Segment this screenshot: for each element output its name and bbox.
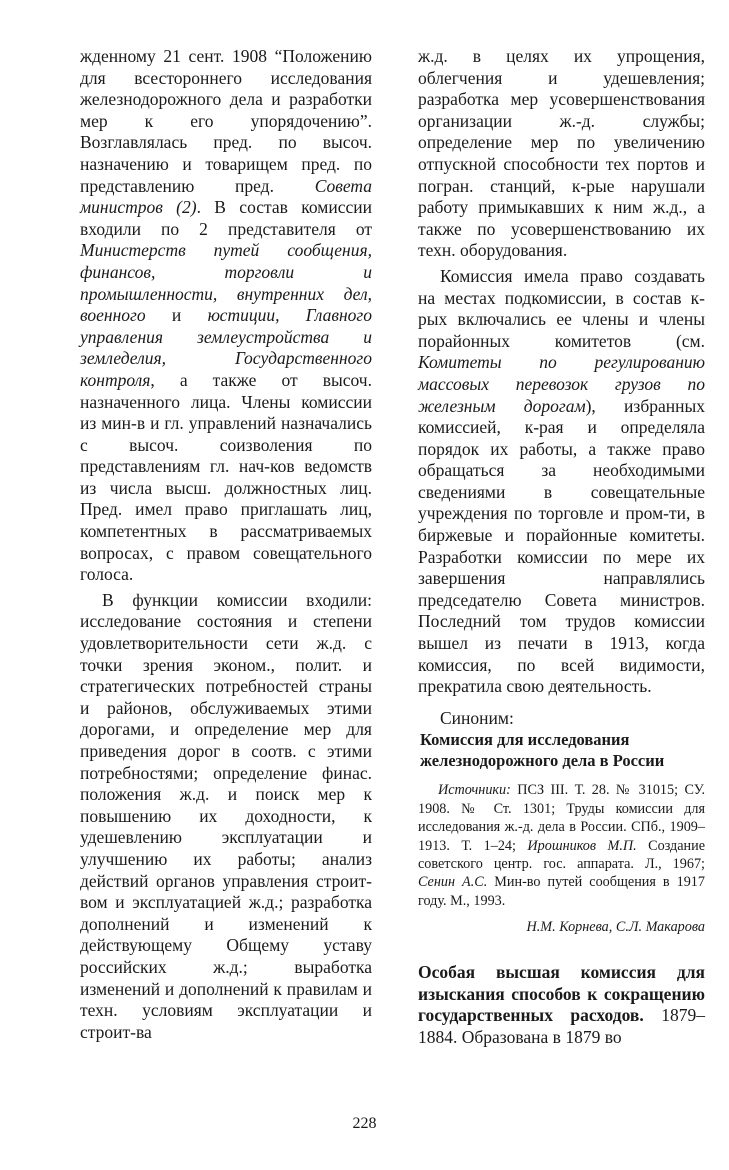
synonym-label: Синоним: — [440, 707, 514, 728]
next-entry-text: 1879–1884. Образована в 1879 во — [418, 1005, 705, 1048]
source-author-iroshnikov: Ирошников М.П. — [527, 837, 637, 854]
paragraph-rights: Комиссия имела право создавать на местах подкомиссии, в состав к-рых включались ее члены и члены порайонных комитетов (см. Комитеты по регулированию массовых перевозок грузов по железным дорогам), избранных комиссией, к-рая и определяла порядок их работы, а также право обращаться за необходимыми сведениями в совещательные учреждения по торговле и пром-ти, в биржевые и порайонные комитеты. Разработки комиссии по мере их завершения направлялись председателю Совета министров. Последний том трудов комиссии вышел из печати в 1913, когда комиссия, по всей видимости, прекратила свою деятельность. — [418, 265, 705, 697]
link-ministries[interactable]: Министерств путей сообщения, финансов, торговли и промышленности, внутренних дел, военного — [80, 240, 372, 326]
next-entry-title: Особая высшая комиссия для изыскания способов к сокращению государственных расходов. — [418, 962, 705, 1026]
sources-label: Источники: — [438, 782, 511, 799]
next-entry — [418, 962, 705, 1048]
link-justice-and-agencies[interactable]: юстиции, Главного управления землеустройства и земледелия, Государственного контроля — [80, 305, 372, 390]
right-column — [418, 46, 705, 1049]
link-committees[interactable]: Комитеты по регулированию массовых перевозок грузов по железным дорогам — [418, 352, 705, 416]
paragraph-composition: жденному 21 сент. 1908 “Положению для всестороннего исследования железнодорожного дела и разработки мер к его упорядочению”. Возглавлялась пред. по высоч. назначению и товарищем пред. по представлению пред. Совета министров (2). В состав комиссии входили по 2 представителя от Министерств путей сообщения, финансов, торговли и промышленности, внутренних дел, военного и юстиции, Главного управления землеустройства и земледелия, Государственного контроля, а также от высоч. назначенного лица. Члены комиссии из мин-в и гл. управлений назначались с высоч. соизволения по представлениям гл. нач-ков ведомств из числа высш. должностных лиц. Пред. имел право приглашать лиц, компетентных в рассматриваемых вопросах, с правом совещательного голоса. — [80, 46, 372, 585]
article-authors: Н.М. Корнева, С.Л. Макарова — [526, 919, 705, 936]
synonym-block — [418, 708, 705, 772]
link-council-of-ministers[interactable]: Совета министров (2) — [80, 175, 372, 218]
paragraph-functions: В функции комиссии входили: исследование состояния и степени удовлетворительности сети ж.д. с точки зрения эконом., полит. и стратегических потребностей страны и районов, обслуживаемых этими дорогами, и определение мер для приведения дорог в соотв. с этими потребностями; определение финас. положения ж.д. и поиск мер к повышению их доходности, к удешевлению эксплуатации и улучшению их работы; анализ действий органов управления строит-вом и эксплуатацией ж.д.; разработка дополнений и изменений к действующему Общему уставу российских ж.д.; выработка изменений и дополнений к правилам и техн. условиям эксплуатации и строит-ва — [80, 589, 372, 1042]
source-author-senin: Сенин А.С. — [418, 874, 488, 891]
left-column — [80, 46, 372, 1043]
page-number: 228 — [352, 1115, 377, 1132]
sources: Источники: ПСЗ III. Т. 28. № 31015; СУ. 1908. № Ст. 1301; Труды комиссии для исследования ж.-д. дела в России. СПб., 1909–1913. Т. 1–24; Ирошников М.П. Создание советского центр. гос. аппарата. Л., 1967; Сенин А.С. Мин-во путей сообщения в 1917 году. М., 1993. — [418, 782, 706, 909]
paragraph-functions-continued: ж.д. в целях их упрощения, облегчения и удешевления; разработка мер усовершенствования организации ж.-д. службы; определение мер по увеличению отпускной способности тех портов и погран. станций, к-рые нарушали работу примыкавших к ним ж.д., а также по усовершенствованию их техн. оборудования. — [418, 46, 705, 261]
synonym-term: Комиссия для исследования железнодорожного дела в России — [420, 730, 665, 771]
